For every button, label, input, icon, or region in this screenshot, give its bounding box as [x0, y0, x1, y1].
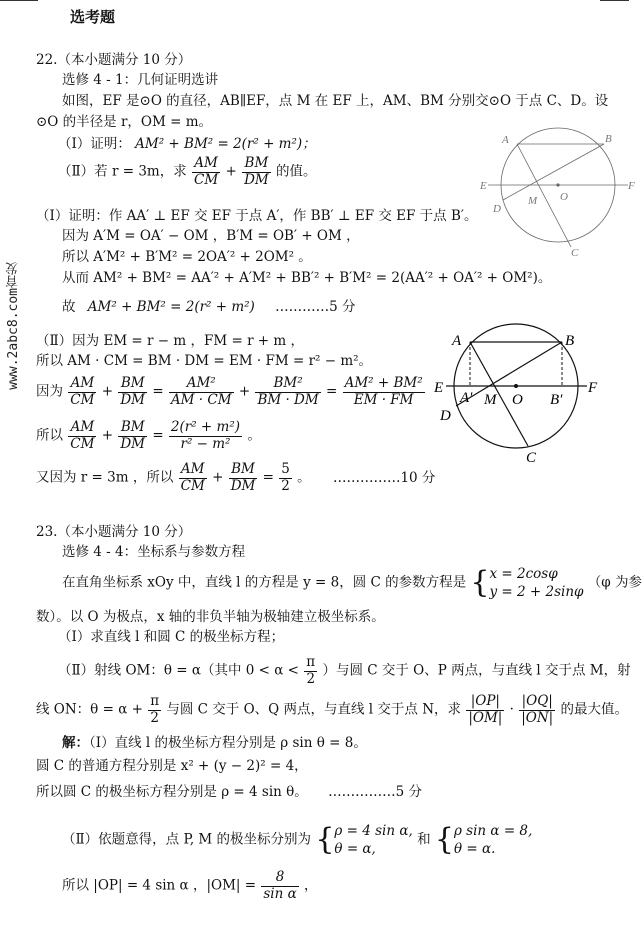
fig1-label-B: B — [605, 133, 612, 145]
fraction: $\frac{\pi}{2}$ — [306, 654, 316, 687]
stem-text: 与圆 C 交于 O、Q 两点，与直线 l 交于点 N，求 — [166, 701, 462, 718]
q22-proof2-line2: 所以 AM · CM = BM · DM = EM · FM = r² − m²。 — [36, 353, 373, 369]
q23-solution-line2: 圆 C 的普通方程分别是 x² + (y − 2)² = 4， — [36, 758, 308, 774]
q22-part1-equation: AM² + BM² = 2(r² + m²)； — [135, 136, 316, 152]
equals-sign: = — [152, 427, 164, 444]
fraction: $\frac{5}{2}$ — [281, 461, 290, 494]
and-word: 和 — [417, 831, 431, 848]
solution-text: （Ⅰ）直线 l 的极坐标方程分别是 ρ sin θ = 8。 — [89, 735, 367, 751]
page-title: 选考题 — [70, 8, 116, 26]
fraction: $\frac{\pi}{2}$ — [150, 693, 160, 726]
fraction: $\frac{AM}{CM}$ — [194, 155, 219, 188]
fraction: $\frac{AM}{CM}$ — [70, 419, 95, 452]
stem-text-end: 的最大值。 — [560, 701, 628, 718]
plus-sign: + — [225, 163, 237, 180]
fraction: $\frac{BM}{DM}$ — [230, 461, 256, 494]
figure-circle-large — [432, 318, 607, 468]
solution-label: 解： — [62, 735, 89, 751]
fig2-label-M: M — [484, 392, 497, 408]
equals-sign: = — [262, 469, 274, 486]
fig1-label-M: M — [528, 195, 538, 207]
equals-sign: = — [326, 383, 338, 400]
q22-stem-line2: ⊙O 的半径是 r，OM = m。 — [36, 114, 213, 130]
stem-text-end: （φ 为参 — [587, 574, 642, 591]
fig1-label-F: F — [628, 180, 635, 192]
fig1-label-A: A — [502, 134, 509, 146]
q22-part2 — [58, 156, 317, 188]
fraction: $\frac{BM}{DM}$ — [120, 419, 146, 452]
fraction: $\frac{AM}{CM}$ — [180, 461, 205, 494]
fraction: $\frac{BM}{DM}$ — [120, 375, 146, 408]
fraction: $\frac{\text{2(r² + m²)}}{\text{r² − m²}}$ — [170, 419, 241, 452]
equals-sign: = — [152, 383, 164, 400]
fraction: $\frac{|OP|}{|OM|}$ — [468, 693, 503, 726]
q23-solution-line3 — [36, 784, 422, 800]
q22-proof1-line1: （Ⅰ）证明：作 AA′ ⊥ EF 交 EF 于点 A′，作 BB′ ⊥ EF 交 EF 于点 B′。 — [36, 208, 478, 224]
figure-circle-small — [478, 122, 638, 262]
q23-solution-line4 — [62, 822, 532, 858]
q23-solution-line1 — [62, 735, 367, 751]
fraction: $\frac{\text{AM²}}{AM \cdot CM}$ — [170, 375, 232, 408]
fig2-label-B-prime: B′ — [550, 392, 563, 408]
solution-text: 所以圆 C 的极坐标方程分别是 ρ = 4 sin θ。 — [36, 784, 308, 800]
fraction: $\frac{BM}{DM}$ — [244, 155, 269, 188]
fig1-label-O: O — [560, 191, 568, 203]
q22-proof2-line3 — [36, 376, 426, 408]
top-rule-right — [600, 0, 629, 1]
solution-text: 所以 |OP| = 4 sin α ，|OM| = — [62, 877, 257, 894]
fraction: $\frac{|OQ|}{|ON|}$ — [521, 693, 554, 726]
conclusion-equation: AM² + BM² = 2(r² + m²) — [87, 299, 255, 315]
fig2-label-F: F — [588, 380, 598, 396]
score-mark: ……………10 分 — [332, 469, 436, 486]
line-label: 又因为 r = 3m ，所以 — [36, 469, 174, 486]
line-label: 所以 — [36, 427, 63, 444]
fig2-label-A: A — [452, 333, 462, 349]
q22-subtitle: 选修 4 - 1：几何证明选讲 — [62, 72, 219, 88]
stem-text-end: ）与圆 C 交于 O、P 两点，与直线 l 交于点 M，射 — [322, 662, 631, 679]
fig2-label-C: C — [526, 450, 537, 466]
q22-part2-label: （Ⅱ）若 r = 3m，求 — [58, 163, 187, 180]
q23-stem-line1 — [62, 565, 642, 601]
q23-part2-line2 — [36, 694, 628, 726]
plus-sign: + — [101, 383, 114, 400]
fraction: $\frac{\text{AM² + BM²}}{EM \cdot FM}$ — [344, 375, 423, 408]
q22-part2-end: 的值。 — [276, 163, 317, 180]
parametric-system: { x = 2cosφ y = 2 + 2sinφ — [470, 565, 584, 601]
score-mark: …………5 分 — [275, 299, 356, 315]
side-watermark: www.2abc8.com育发 — [6, 262, 21, 390]
q22-stem-line1: 如图，EF 是⊙O 的直径，AB∥EF，点 M 在 EF 上，AM、BM 分别交⊙O 于点 C、D。设 — [62, 93, 609, 109]
q22-proof1-line5 — [62, 299, 356, 315]
stem-text: 在直角坐标系 xOy 中，直线 l 的方程是 y = 8，圆 C 的参数方程是 — [62, 574, 467, 591]
stem-text: 线 ON：θ = α + — [36, 701, 143, 718]
period: 。 — [297, 469, 311, 486]
q22-proof1-line3: 所以 A′M² + B′M² = 2OA′² + 2OM² 。 — [62, 249, 312, 265]
comma: ， — [304, 877, 318, 894]
q23-subtitle: 选修 4 - 4：坐标系与参数方程 — [62, 544, 246, 560]
q23-part2-line1 — [58, 655, 631, 687]
score-mark: ……………5 分 — [328, 784, 422, 800]
fig1-label-E: E — [480, 180, 487, 192]
period: 。 — [247, 427, 261, 444]
stem-text: （Ⅱ）射线 OM：θ = α（其中 0 < α < — [58, 662, 299, 679]
fig2-label-O: O — [512, 392, 523, 408]
conclusion-label: 故 — [62, 299, 76, 315]
polar-system-M: { ρ sin α = 8, θ = α. — [434, 822, 533, 858]
plus-sign: + — [101, 427, 114, 444]
q23-part1: （Ⅰ）求直线 l 和圆 C 的极坐标方程； — [58, 629, 285, 645]
dot-sign: · — [509, 701, 514, 718]
fig2-label-E: E — [434, 380, 444, 396]
fig2-label-A-prime: A′ — [460, 390, 473, 406]
q23-solution-line5 — [62, 870, 318, 902]
fraction: $\frac{AM}{CM}$ — [70, 375, 95, 408]
plus-sign: + — [238, 383, 251, 400]
q22-part1 — [58, 136, 316, 152]
fig2-label-D: D — [440, 408, 451, 424]
q22-proof2-line5 — [36, 462, 435, 494]
q22-part1-label: （Ⅰ）证明： — [58, 136, 131, 152]
fig1-label-D: D — [493, 203, 501, 215]
polar-system-P: { ρ = 4 sin α, θ = α, — [315, 822, 413, 858]
q22-proof2-line4 — [36, 420, 261, 452]
q22-proof1-line4: 从而 AM² + BM² = AA′² + A′M² + BB′² + B′M² = 2(AA′² + OA′² + OM²)。 — [62, 270, 552, 286]
fraction: $\frac{\text{BM²}}{BM \cdot DM}$ — [257, 375, 319, 408]
line-label: 因为 — [36, 383, 63, 400]
q22-proof1-line2: 因为 A′M = OA′ − OM ，B′M = OB′ + OM ， — [62, 228, 360, 244]
fig1-label-C: C — [571, 247, 579, 259]
q23-number: 23.（本小题满分 10 分） — [36, 524, 192, 540]
fig2-label-B: B — [565, 333, 575, 349]
q23-stem-line2: 数）。以 O 为极点，x 轴的非负半轴为极轴建立极坐标系。 — [36, 609, 385, 625]
top-rule-left — [0, 0, 38, 1]
solution-text: （Ⅱ）依题意得，点 P, M 的极坐标分别为 — [62, 831, 312, 848]
plus-sign: + — [212, 469, 224, 486]
fraction: $\frac{8}{\text{sin α}}$ — [263, 869, 297, 902]
q22-number: 22.（本小题满分 10 分） — [36, 52, 192, 68]
q22-proof2-line1: （Ⅱ）因为 EM = r − m ，FM = r + m ， — [36, 333, 305, 349]
